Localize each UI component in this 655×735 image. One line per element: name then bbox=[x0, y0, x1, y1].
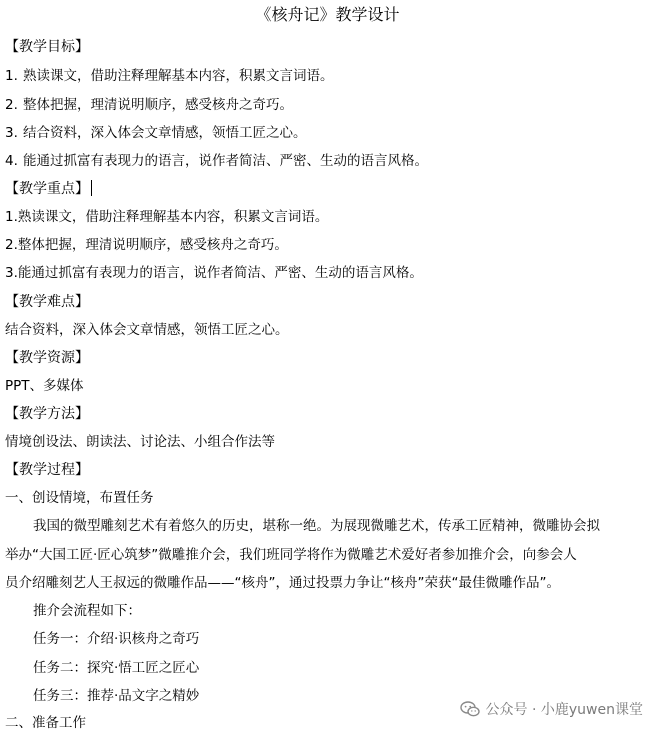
task-item: 任务二：探究·悟工匠之匠心 bbox=[33, 660, 200, 676]
difficulties-text: 结合资料，深入体会文章情感，领悟工匠之心。 bbox=[5, 322, 289, 338]
objective-item bbox=[5, 67, 334, 85]
objective-number: 4. bbox=[5, 153, 18, 169]
methods-heading: 【教学方法】 bbox=[5, 406, 89, 422]
document-title: 《核舟记》教学设计 bbox=[255, 5, 400, 24]
resources-text: PPT、多媒体 bbox=[5, 378, 84, 394]
text-cursor bbox=[91, 180, 92, 196]
flow-intro: 推介会流程如下： bbox=[33, 603, 141, 619]
paragraph-line: 举办“大国工匠·匠心筑梦”微雕推介会，我们班同学将作为微雕艺术爱好者参加推介会，向参会人 bbox=[5, 547, 577, 563]
objective-item bbox=[5, 152, 428, 170]
objective-text: 整体把握，理清说明顺序，感受核舟之奇巧。 bbox=[23, 97, 293, 113]
objective-text: 能通过抓富有表现力的语言，说作者简洁、严密、生动的语言风格。 bbox=[23, 153, 428, 169]
task-item: 任务三：推荐·品文字之精妙 bbox=[33, 688, 200, 704]
resources-heading: 【教学资源】 bbox=[5, 350, 89, 366]
difficulties-heading: 【教学难点】 bbox=[5, 294, 89, 310]
key-point-item: 1.熟读课文，借助注释理解基本内容，积累文言词语。 bbox=[5, 209, 329, 225]
key-point-item: 2.整体把握，理清说明顺序，感受核舟之奇巧。 bbox=[5, 237, 288, 253]
key-points-heading: 【教学重点】 bbox=[5, 181, 89, 197]
objective-number: 3. bbox=[5, 125, 18, 141]
watermark bbox=[460, 697, 643, 721]
objective-text: 结合资料，深入体会文章情感，领悟工匠之心。 bbox=[23, 125, 307, 141]
objective-number: 1. bbox=[5, 68, 18, 84]
objective-number: 2. bbox=[5, 97, 18, 113]
key-points-heading-row bbox=[5, 180, 92, 198]
section-1-title: 一、创设情境，布置任务 bbox=[5, 490, 154, 506]
objective-text: 熟读课文，借助注释理解基本内容，积累文言词语。 bbox=[23, 68, 334, 84]
process-heading: 【教学过程】 bbox=[5, 462, 89, 478]
methods-text: 情境创设法、朗读法、讨论法、小组合作法等 bbox=[5, 434, 275, 450]
objectives-heading: 【教学目标】 bbox=[5, 39, 89, 55]
objective-item bbox=[5, 96, 293, 114]
section-2-title: 二、准备工作 bbox=[5, 715, 86, 731]
objective-item bbox=[5, 124, 307, 142]
wechat-public-account-icon bbox=[460, 700, 480, 718]
task-item: 任务一：介绍·识核舟之奇巧 bbox=[33, 631, 200, 647]
paragraph-line: 员介绍雕刻艺人王叔远的微雕作品——“核舟”，通过投票力争让“核舟”荣获“最佳微雕作品”。 bbox=[5, 575, 560, 591]
paragraph-line: 我国的微型雕刻艺术有着悠久的历史，堪称一绝。为展现微雕艺术，传承工匠精神，微雕协会拟 bbox=[33, 518, 600, 534]
key-point-item: 3.能通过抓富有表现力的语言，说作者简洁、严密、生动的语言风格。 bbox=[5, 265, 423, 281]
watermark-text: 公众号 · 小鹿yuwen课堂 bbox=[485, 702, 643, 718]
